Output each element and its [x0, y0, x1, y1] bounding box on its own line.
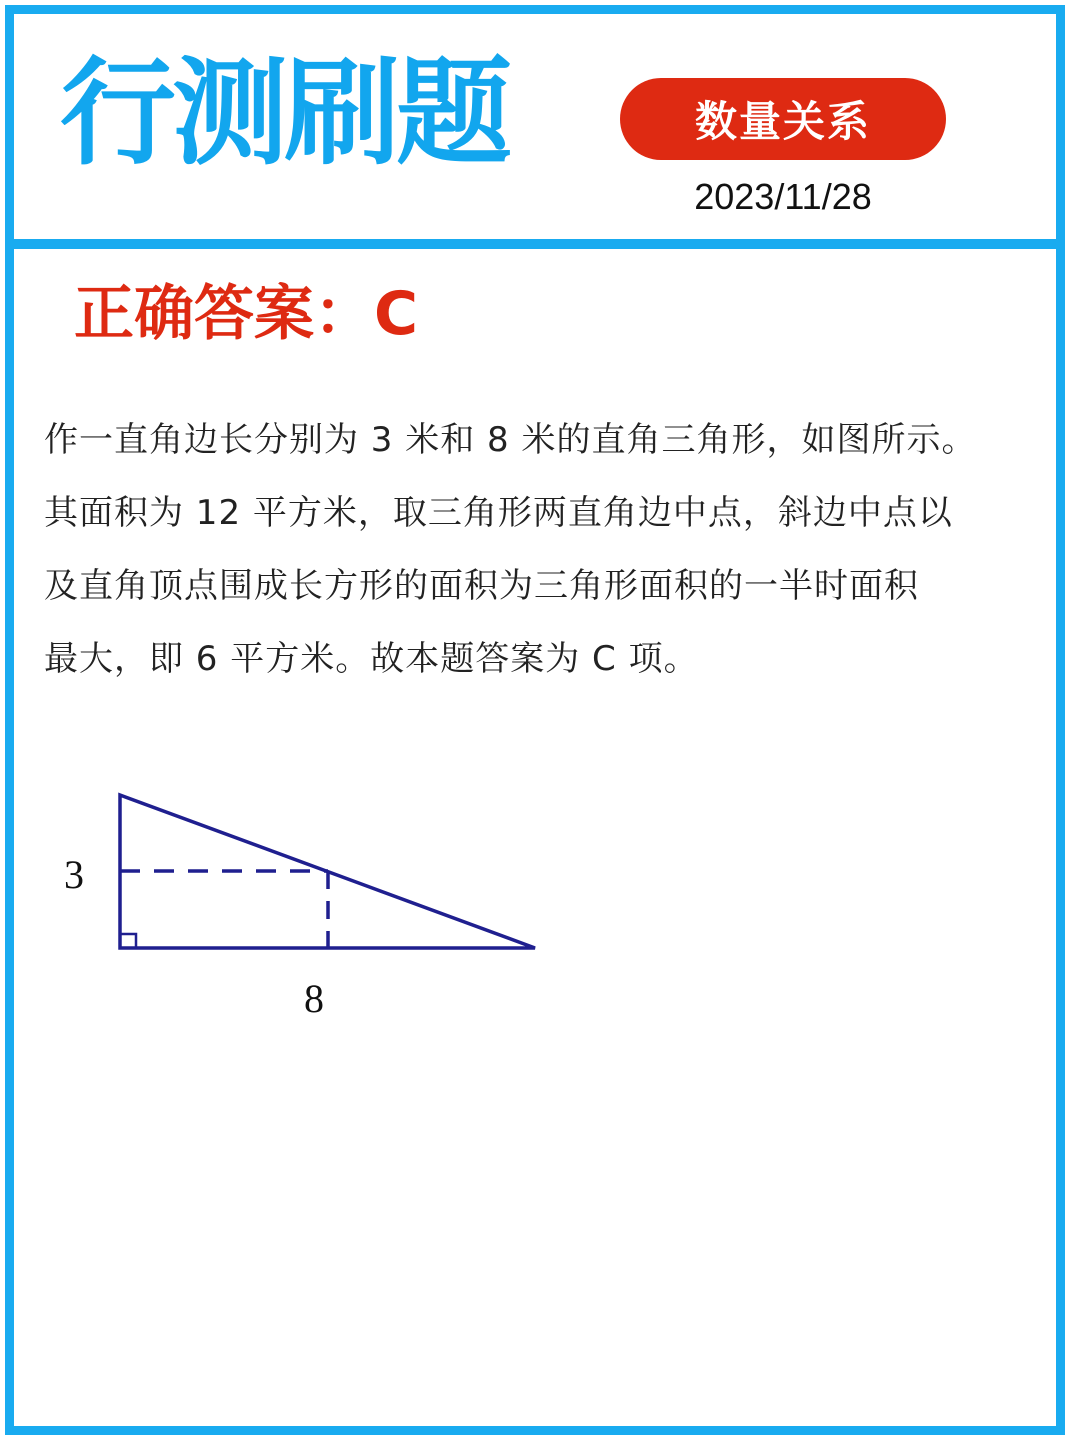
page-frame — [5, 5, 1065, 1435]
height-label: 3 — [64, 852, 84, 897]
explanation-line: 最大，即 6 平方米。故本题答案为 C 项。 — [44, 639, 699, 679]
header-divider — [5, 239, 1065, 249]
page-title: 行测刷题 — [60, 46, 508, 181]
explanation-line: 其面积为 12 平方米，取三角形两直角边中点，斜边中点以 — [44, 493, 953, 533]
post-date: 2023/11/28 — [694, 176, 872, 217]
category-badge: 数量关系 — [620, 78, 946, 160]
right-angle-marker — [120, 934, 136, 948]
explanation-line: 及直角顶点围成长方形的面积为三角形面积的一半时面积 — [44, 566, 919, 606]
explanation-paragraph — [44, 404, 1044, 696]
base-label: 8 — [304, 976, 324, 1021]
correct-answer: 正确答案：C — [74, 279, 419, 349]
explanation-line: 作一直角边长分别为 3 米和 8 米的直角三角形，如图所示。 — [44, 420, 977, 460]
right-triangle-diagram — [40, 760, 560, 1030]
